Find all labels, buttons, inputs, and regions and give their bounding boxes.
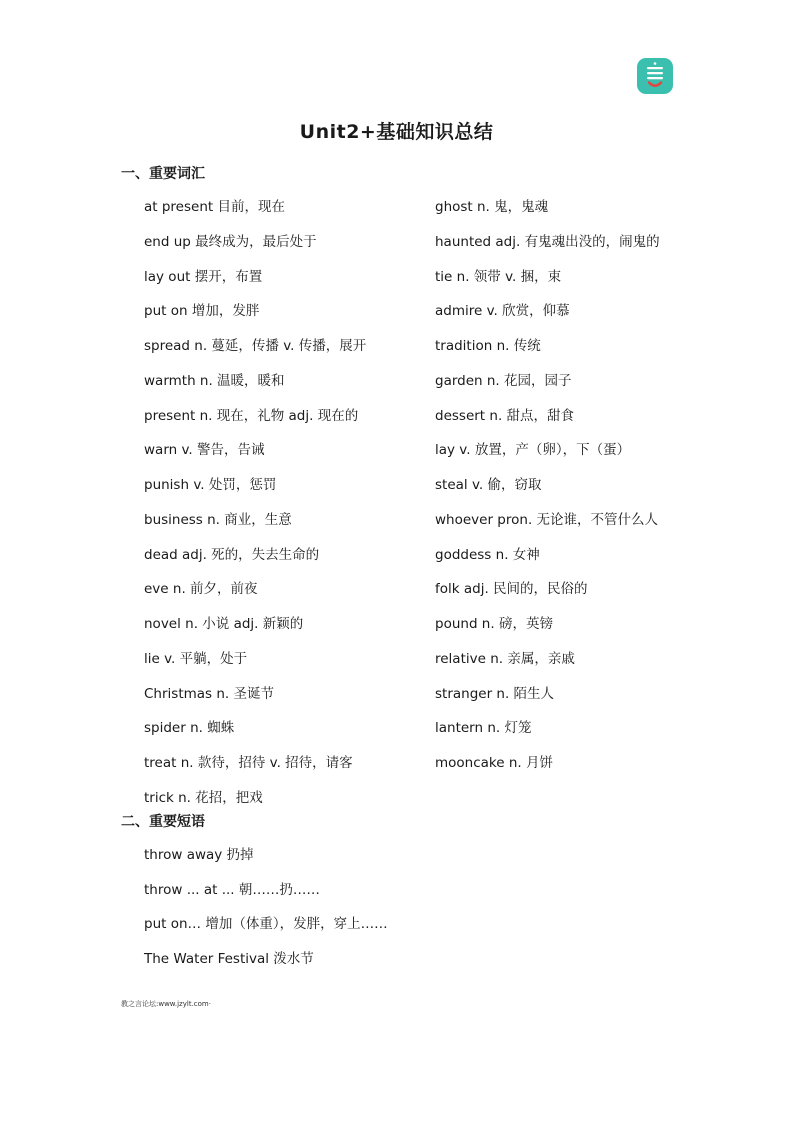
vocab-item: tradition n. 传统 bbox=[435, 338, 541, 354]
jiaozhiyan-logo-icon bbox=[637, 58, 673, 94]
vocab-item: put on 增加，发胖 bbox=[144, 303, 260, 319]
vocab-item: goddess n. 女神 bbox=[435, 547, 540, 563]
vocab-item: warmth n. 温暖，暖和 bbox=[144, 373, 285, 389]
vocab-item: dessert n. 甜点，甜食 bbox=[435, 408, 575, 424]
phrase-item: The Water Festival 泼水节 bbox=[144, 951, 314, 967]
vocab-item: folk adj. 民间的，民俗的 bbox=[435, 581, 588, 597]
phrase-item: throw ... at ... 朝……扔…… bbox=[144, 882, 320, 898]
vocab-item: garden n. 花园，园子 bbox=[435, 373, 572, 389]
vocab-item: lay v. 放置，产（卵），下（蛋） bbox=[435, 442, 631, 458]
vocab-item: steal v. 偷，窃取 bbox=[435, 477, 542, 493]
vocab-item: whoever pron. 无论谁，不管什么人 bbox=[435, 512, 659, 528]
vocab-item: present n. 现在，礼物 adj. 现在的 bbox=[144, 408, 359, 424]
vocab-item: punish v. 处罚，惩罚 bbox=[144, 477, 277, 493]
vocab-item: spider n. 蜘蛛 bbox=[144, 720, 235, 736]
vocab-item: haunted adj. 有鬼魂出没的，闹鬼的 bbox=[435, 234, 660, 250]
vocab-item: warn v. 警告，告诫 bbox=[144, 442, 265, 458]
vocab-item: tie n. 领带 v. 捆，束 bbox=[435, 269, 562, 285]
vocab-item: lantern n. 灯笼 bbox=[435, 720, 532, 736]
vocab-item: end up 最终成为，最后处于 bbox=[144, 234, 317, 250]
vocab-item: novel n. 小说 adj. 新颖的 bbox=[144, 616, 304, 632]
section-heading-vocabulary: 一、重要词汇 bbox=[121, 166, 205, 182]
phrase-item: put on… 增加（体重），发胖，穿上…… bbox=[144, 916, 388, 932]
vocab-item: stranger n. 陌生人 bbox=[435, 686, 555, 702]
vocab-item: lay out 摆开，布置 bbox=[144, 269, 263, 285]
vocab-item: eve n. 前夕，前夜 bbox=[144, 581, 258, 597]
phrase-item: throw away 扔掉 bbox=[144, 847, 254, 863]
vocab-item: lie v. 平躺，处于 bbox=[144, 651, 248, 667]
vocab-item: mooncake n. 月饼 bbox=[435, 755, 553, 771]
footer-source: 教之言论坛:www.jzylt.com· bbox=[121, 1000, 211, 1008]
section-heading-phrases: 二、重要短语 bbox=[121, 814, 205, 830]
vocab-item: ghost n. 鬼，鬼魂 bbox=[435, 199, 549, 215]
vocab-item: treat n. 款待，招待 v. 招待，请客 bbox=[144, 755, 353, 771]
vocab-item: at present 目前，现在 bbox=[144, 199, 285, 215]
vocab-item: spread n. 蔓延，传播 v. 传播，展开 bbox=[144, 338, 367, 354]
vocab-item: Christmas n. 圣诞节 bbox=[144, 686, 274, 702]
vocab-item: pound n. 磅，英镑 bbox=[435, 616, 553, 632]
vocab-item: trick n. 花招，把戏 bbox=[144, 790, 263, 806]
vocab-item: admire v. 欣赏，仰慕 bbox=[435, 303, 570, 319]
vocab-item: business n. 商业，生意 bbox=[144, 512, 292, 528]
vocab-item: dead adj. 死的，失去生命的 bbox=[144, 547, 320, 563]
vocab-item: relative n. 亲属，亲戚 bbox=[435, 651, 575, 667]
page-title: Unit2+基础知识总结 bbox=[299, 121, 494, 143]
